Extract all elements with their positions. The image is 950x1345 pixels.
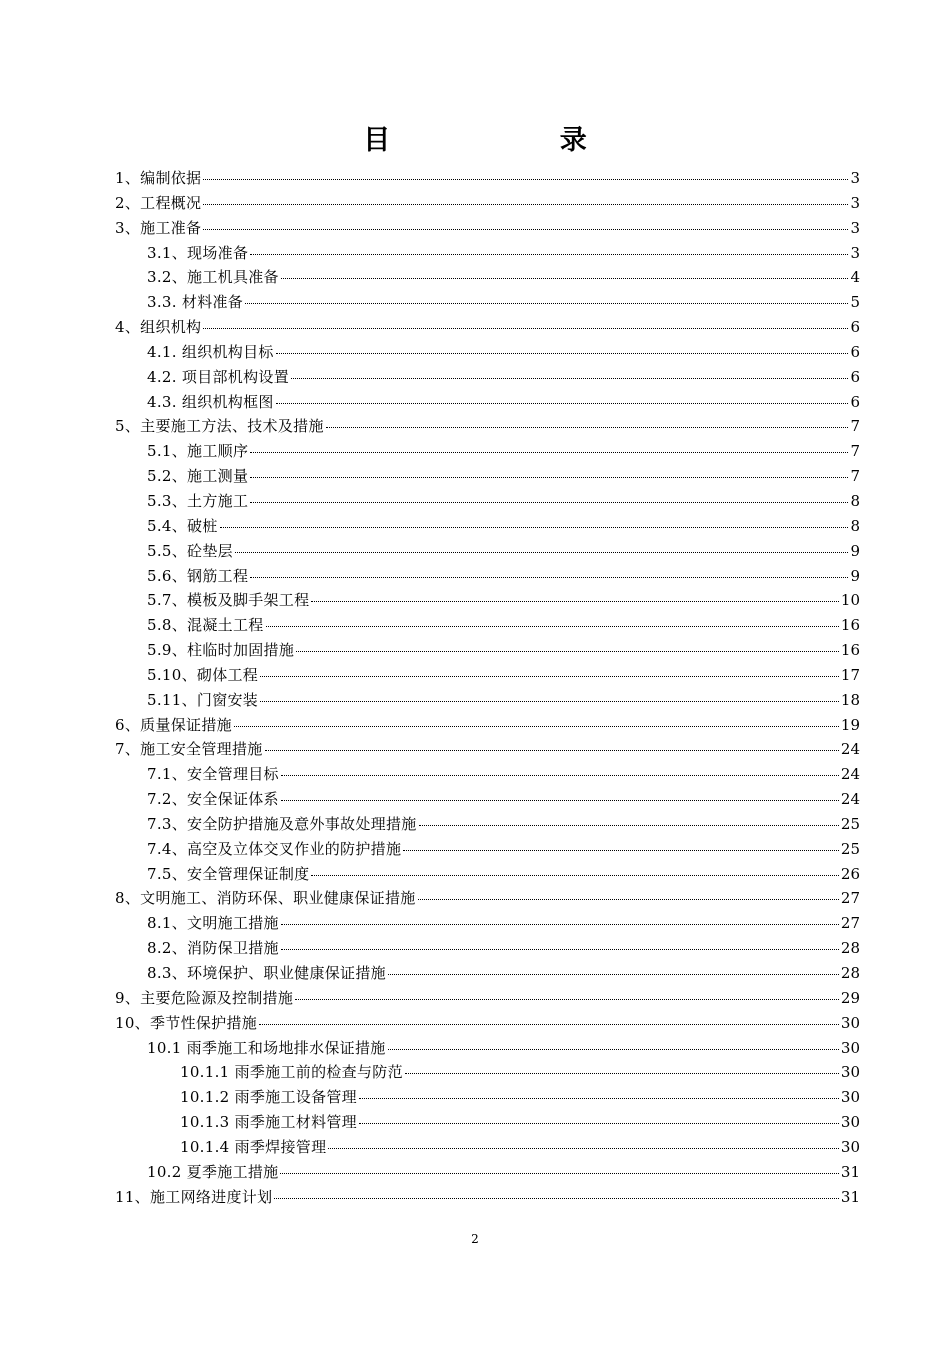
dot-leader — [295, 998, 839, 1000]
dot-leader — [260, 675, 839, 677]
dot-leader — [281, 774, 839, 776]
dot-leader — [245, 302, 848, 304]
toc-entry-label: 7、施工安全管理措施 — [115, 740, 263, 759]
dot-leader — [281, 799, 839, 801]
toc-entry[interactable] — [115, 688, 860, 713]
toc-entry-label: 5.6、钢筋工程 — [147, 566, 249, 585]
toc-entry-label: 7.5、安全管理保证制度 — [147, 864, 310, 883]
toc-entry[interactable] — [115, 241, 860, 266]
toc-entry-page: 4 — [850, 268, 860, 287]
toc-entry[interactable] — [115, 1060, 860, 1085]
toc-entry[interactable] — [115, 638, 860, 663]
toc-entry-page: 6 — [850, 342, 860, 361]
dot-leader — [220, 526, 849, 528]
toc-entry[interactable] — [115, 762, 860, 787]
dot-leader — [359, 1097, 839, 1099]
toc-entry-label: 3.1、现场准备 — [147, 243, 249, 262]
toc-entry-label: 5.9、柱临时加固措施 — [147, 641, 295, 660]
toc-entry-page: 17 — [840, 665, 860, 684]
toc-entry-page: 16 — [840, 641, 860, 660]
toc-entry[interactable] — [115, 414, 860, 439]
toc-entry-label: 5.10、砌体工程 — [147, 665, 259, 684]
toc-entry[interactable] — [115, 663, 860, 688]
toc-entry-label: 10、季节性保护措施 — [115, 1013, 258, 1032]
toc-entry-page: 29 — [840, 988, 860, 1007]
toc-entry-label: 7.4、高空及立体交叉作业的防护措施 — [147, 839, 402, 858]
toc-entry-page: 9 — [850, 541, 860, 560]
page-number: 2 — [471, 1232, 479, 1246]
toc-entry[interactable] — [115, 986, 860, 1011]
toc-entry[interactable] — [115, 1110, 860, 1135]
toc-entry[interactable] — [115, 1185, 860, 1210]
toc-entry-page: 3 — [850, 193, 860, 212]
toc-entry[interactable] — [115, 713, 860, 738]
toc-entry[interactable] — [115, 1011, 860, 1036]
dot-leader — [260, 700, 839, 702]
toc-entry[interactable] — [115, 737, 860, 762]
toc-entry[interactable] — [115, 837, 860, 862]
toc-entry-page: 30 — [840, 1088, 860, 1107]
dot-leader — [276, 352, 849, 354]
toc-entry[interactable] — [115, 514, 860, 539]
toc-entry-label: 8、文明施工、消防环保、职业健康保证措施 — [115, 889, 416, 908]
dot-leader — [291, 377, 848, 379]
dot-leader — [265, 749, 839, 751]
toc-entry-page: 30 — [840, 1038, 860, 1057]
toc-entry[interactable] — [115, 315, 860, 340]
toc-entry[interactable] — [115, 613, 860, 638]
toc-entry-label: 8.3、环境保护、职业健康保证措施 — [147, 964, 386, 982]
dot-leader — [235, 551, 848, 553]
toc-entry[interactable] — [115, 961, 860, 986]
toc-entry[interactable] — [115, 216, 860, 241]
toc-entry-page: 5 — [850, 293, 860, 312]
toc-entry-label: 5.1、施工顺序 — [147, 442, 249, 461]
dot-leader — [388, 973, 839, 975]
toc-entry-label: 5.2、施工测量 — [147, 467, 249, 486]
toc-entry[interactable] — [115, 365, 860, 390]
toc-entry[interactable] — [115, 290, 860, 315]
toc-entry-page: 3 — [850, 169, 860, 187]
toc-entry-page: 6 — [850, 392, 860, 411]
toc-entry-label: 5.11、门窗安装 — [147, 690, 259, 709]
toc-entry-page: 27 — [840, 889, 860, 908]
toc-entry[interactable] — [115, 886, 860, 911]
dot-leader — [419, 824, 839, 826]
toc-entry-label: 11、施工网络进度计划 — [115, 1187, 273, 1206]
dot-leader — [250, 576, 848, 578]
dot-leader — [326, 426, 849, 428]
toc-entry-page: 7 — [850, 442, 860, 461]
dot-leader — [274, 1197, 839, 1199]
toc-entry-label: 3、施工准备 — [115, 218, 202, 237]
toc-entry-label: 5.7、模板及脚手架工程 — [147, 591, 310, 610]
toc-entry-page: 6 — [850, 318, 860, 337]
toc-entry-page: 28 — [840, 939, 860, 958]
dot-leader — [281, 923, 839, 925]
toc-entry-page: 19 — [840, 715, 860, 734]
toc-entry-page: 16 — [840, 616, 860, 635]
toc-entry[interactable] — [115, 191, 860, 216]
toc-entry-label: 5.8、混凝土工程 — [147, 616, 264, 635]
dot-leader — [388, 1048, 839, 1050]
toc-entry-label: 5.4、破桩 — [147, 516, 218, 535]
dot-leader — [280, 1172, 838, 1174]
toc-entry-page: 7 — [850, 467, 860, 486]
page-title: 目 录 — [363, 125, 667, 156]
dot-leader — [311, 600, 838, 602]
toc-entry-page: 3 — [850, 243, 860, 262]
toc-entry[interactable] — [115, 564, 860, 589]
toc-entry-page: 9 — [850, 566, 860, 585]
toc-entry-page: 25 — [840, 839, 860, 858]
toc-entry-label: 9、主要危险源及控制措施 — [115, 988, 294, 1007]
toc-entry-label: 2、工程概况 — [115, 193, 202, 212]
toc-entry-page: 18 — [840, 690, 860, 709]
toc-entry-label: 5.5、砼垫层 — [147, 541, 233, 560]
toc-entry-label: 3.3. 材料准备 — [147, 293, 244, 312]
toc-entry[interactable] — [115, 1160, 860, 1185]
toc-entry-page: 24 — [840, 765, 860, 784]
toc-entry[interactable] — [115, 1085, 860, 1110]
toc-entry-label: 5、主要施工方法、技术及措施 — [115, 417, 324, 436]
dot-leader — [250, 451, 848, 453]
toc-entry-page: 24 — [840, 790, 860, 809]
toc-entry-label: 4.3. 组织机构框图 — [147, 392, 274, 411]
dot-leader — [276, 402, 849, 404]
toc-entry-label: 8.2、消防保卫措施 — [147, 939, 279, 958]
toc-entry-label: 10.1.4 雨季焊接管理 — [180, 1137, 327, 1156]
dot-leader — [403, 849, 839, 851]
toc-entry[interactable] — [115, 588, 860, 613]
table-of-contents — [115, 166, 860, 1209]
toc-entry-page: 25 — [840, 814, 860, 833]
toc-entry-page: 31 — [840, 1162, 860, 1181]
toc-entry[interactable] — [115, 265, 860, 290]
toc-entry-page: 30 — [840, 1063, 860, 1082]
toc-entry[interactable] — [115, 439, 860, 464]
dot-leader — [328, 1147, 839, 1149]
dot-leader — [250, 501, 848, 503]
dot-leader — [405, 1072, 839, 1074]
dot-leader — [281, 277, 849, 279]
toc-entry-page: 30 — [840, 1013, 860, 1032]
toc-entry-label: 6、质量保证措施 — [115, 715, 232, 734]
dot-leader — [266, 625, 839, 627]
toc-entry[interactable] — [115, 166, 860, 191]
toc-entry[interactable] — [115, 1135, 860, 1160]
dot-leader — [203, 228, 848, 230]
toc-entry-label: 10.1.1 雨季施工前的检查与防范 — [180, 1063, 403, 1082]
toc-entry-label: 10.1 雨季施工和场地排水保证措施 — [147, 1038, 386, 1057]
toc-entry[interactable] — [115, 812, 860, 837]
toc-entry-label: 7.1、安全管理目标 — [147, 765, 279, 784]
toc-entry[interactable] — [115, 340, 860, 365]
dot-leader — [311, 874, 838, 876]
toc-entry-label: 10.1.2 雨季施工设备管理 — [180, 1088, 357, 1107]
toc-entry-label: 8.1、文明施工措施 — [147, 914, 279, 933]
dot-leader — [359, 1122, 839, 1124]
toc-entry-page: 10 — [840, 591, 860, 610]
toc-entry[interactable] — [115, 464, 860, 489]
toc-entry[interactable] — [115, 489, 860, 514]
toc-entry[interactable] — [115, 390, 860, 415]
toc-entry-label: 3.2、施工机具准备 — [147, 268, 279, 287]
dot-leader — [203, 327, 848, 329]
toc-entry-page: 7 — [850, 417, 860, 436]
toc-entry-page: 24 — [840, 740, 860, 759]
toc-entry-label: 10.2 夏季施工措施 — [147, 1162, 279, 1181]
toc-entry-page: 27 — [840, 914, 860, 933]
toc-entry-label: 10.1.3 雨季施工材料管理 — [180, 1113, 357, 1132]
toc-entry-label: 4、组织机构 — [115, 318, 202, 337]
toc-entry-page: 31 — [840, 1187, 860, 1206]
toc-entry-label: 1、编制依据 — [115, 169, 202, 187]
toc-entry-label: 4.2. 项目部机构设置 — [147, 367, 289, 386]
toc-entry-page: 30 — [840, 1137, 860, 1156]
toc-entry-label: 7.3、安全防护措施及意外事故处理措施 — [147, 814, 417, 833]
toc-entry-page: 8 — [850, 516, 860, 535]
dot-leader — [281, 948, 839, 950]
toc-entry[interactable] — [115, 539, 860, 564]
toc-entry-page: 28 — [840, 964, 860, 982]
toc-entry-label: 7.2、安全保证体系 — [147, 790, 279, 809]
toc-entry[interactable] — [115, 787, 860, 812]
toc-entry-label: 4.1. 组织机构目标 — [147, 342, 274, 361]
dot-leader — [203, 203, 848, 205]
toc-entry-page: 3 — [850, 218, 860, 237]
toc-entry-page: 30 — [840, 1113, 860, 1132]
dot-leader — [296, 650, 839, 652]
dot-leader — [259, 1023, 839, 1025]
dot-leader — [234, 725, 839, 727]
toc-entry[interactable] — [115, 1036, 860, 1061]
toc-entry-page: 26 — [840, 864, 860, 883]
toc-entry-page: 8 — [850, 491, 860, 510]
dot-leader — [203, 178, 848, 180]
dot-leader — [250, 476, 848, 478]
toc-entry[interactable] — [115, 862, 860, 887]
toc-entry-label: 5.3、土方施工 — [147, 491, 249, 510]
toc-entry[interactable] — [115, 936, 860, 961]
dot-leader — [250, 253, 848, 255]
dot-leader — [418, 898, 839, 900]
toc-entry-page: 6 — [850, 367, 860, 386]
toc-entry[interactable] — [115, 911, 860, 936]
